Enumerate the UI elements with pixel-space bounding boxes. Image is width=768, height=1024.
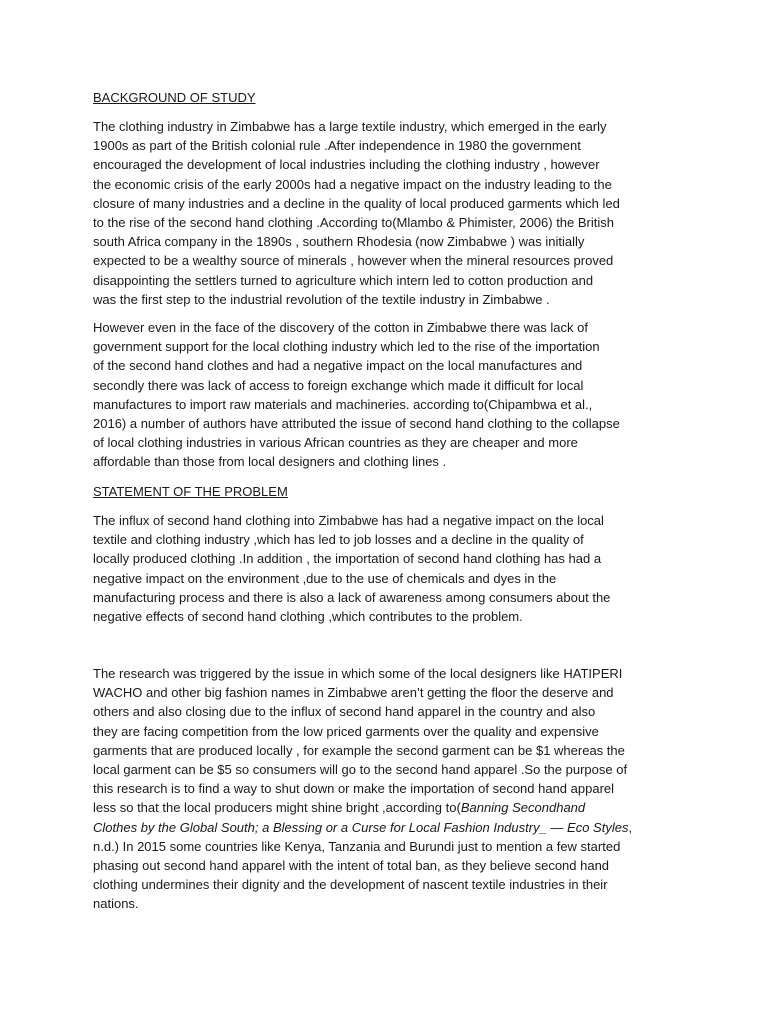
- text-line: negative effects of second hand clothing ,which contributes to the problem.: [93, 609, 523, 625]
- text-line: local garment can be $5 so consumers will go to the second hand apparel .So the purpose of: [93, 762, 628, 778]
- text-line: to the rise of the second hand clothing .According to(Mlambo & Phimister, 2006) the British: [93, 215, 614, 231]
- background-paragraph-2: [93, 318, 683, 472]
- text-line: phasing out second hand apparel with the intent of total ban, as they believe second hand: [93, 858, 610, 874]
- citation-title: Clothes by the Global South; a Blessing or a Curse for Local Fashion Industry_ — Eco Styles: [93, 819, 629, 835]
- text-line: affordable than those from local designers and clothing lines .: [93, 454, 447, 470]
- text-line: the economic crisis of the early 2000s had a negative impact on the industry leading to the: [93, 176, 612, 192]
- text-line: manufacturing process and there is also a lack of awareness among consumers about the: [93, 589, 611, 605]
- text-line: encouraged the development of local industries including the clothing industry , however: [93, 157, 600, 173]
- text-line: secondly there was lack of access to foreign exchange which made it difficult for local: [93, 377, 584, 393]
- text-fragment: less so that the local producers might shine bright ,according to(: [93, 800, 461, 816]
- text-line: n.d.) In 2015 some countries like Kenya, Tanzania and Burundi just to mention a few started: [93, 838, 621, 854]
- text-line: However even in the face of the discovery of the cotton in Zimbabwe there was lack of: [93, 320, 588, 335]
- text-line: 2016) a number of authors have attributed the issue of second hand clothing to the collapse: [93, 416, 620, 432]
- text-line: was the first step to the industrial revolution of the textile industry in Zimbabwe .: [93, 291, 550, 307]
- text-line-citation-start: [93, 798, 683, 817]
- background-paragraph-1: [93, 117, 683, 309]
- text-line: garments that are produced locally , for example the second garment can be $1 whereas the: [93, 742, 625, 758]
- text-line: closure of many industries and a decline in the quality of local produced garments which led: [93, 195, 620, 211]
- text-line: they are facing competition from the low priced garments over the quality and expensive: [93, 723, 599, 739]
- text-line: government support for the local clothing industry which led to the rise of the importation: [93, 339, 600, 355]
- text-line: clothing undermines their dignity and the development of nascent textile industries in their: [93, 877, 608, 893]
- text-line: The influx of second hand clothing into Zimbabwe has had a negative impact on the local: [93, 513, 604, 528]
- text-line: negative impact on the environment ,due to the use of chemicals and dyes in the: [93, 570, 557, 586]
- text-line: 1900s as part of the British colonial rule .After independence in 1980 the government: [93, 138, 581, 154]
- text-fragment: ,: [628, 819, 633, 835]
- text-line: expected to be a wealthy source of minerals , however when the mineral resources proved: [93, 253, 614, 269]
- citation-title: Banning Secondhand: [460, 800, 586, 816]
- text-line: of the second hand clothes and had a negative impact on the local manufactures and: [93, 358, 583, 374]
- text-line: others and also closing due to the influx of second hand apparel in the country and also: [93, 704, 596, 720]
- text-line: of local clothing industries in various African countries as they are cheaper and more: [93, 435, 578, 451]
- text-line: The research was triggered by the issue in which some of the local designers like HATIPERI: [93, 666, 623, 681]
- text-line: textile and clothing industry ,which has led to job losses and a decline in the quality of: [93, 532, 584, 548]
- text-line: The clothing industry in Zimbabwe has a large textile industry, which emerged in the early: [93, 119, 607, 134]
- text-line-citation: [93, 818, 683, 837]
- text-line: disappointing the settlers turned to agriculture which intern led to cotton production and: [93, 272, 594, 288]
- text-line: WACHO and other big fashion names in Zimbabwe aren’t getting the floor the deserve and: [93, 685, 614, 701]
- statement-paragraph: [93, 511, 683, 626]
- section-heading-background: BACKGROUND OF STUDY: [93, 90, 256, 105]
- text-line: this research is to find a way to shut down or make the importation of second hand apparel: [93, 781, 615, 797]
- research-trigger-paragraph: [93, 664, 683, 914]
- text-line: nations.: [93, 896, 139, 912]
- text-line: south Africa company in the 1890s , southern Rhodesia (now Zimbabwe ) was initially: [93, 234, 585, 250]
- text-line: locally produced clothing .In addition , the importation of second hand clothing has had a: [93, 551, 602, 567]
- section-heading-statement: STATEMENT OF THE PROBLEM: [93, 484, 288, 499]
- text-line: manufactures to import raw materials and machineries. according to(Chipambwa et al.,: [93, 396, 593, 412]
